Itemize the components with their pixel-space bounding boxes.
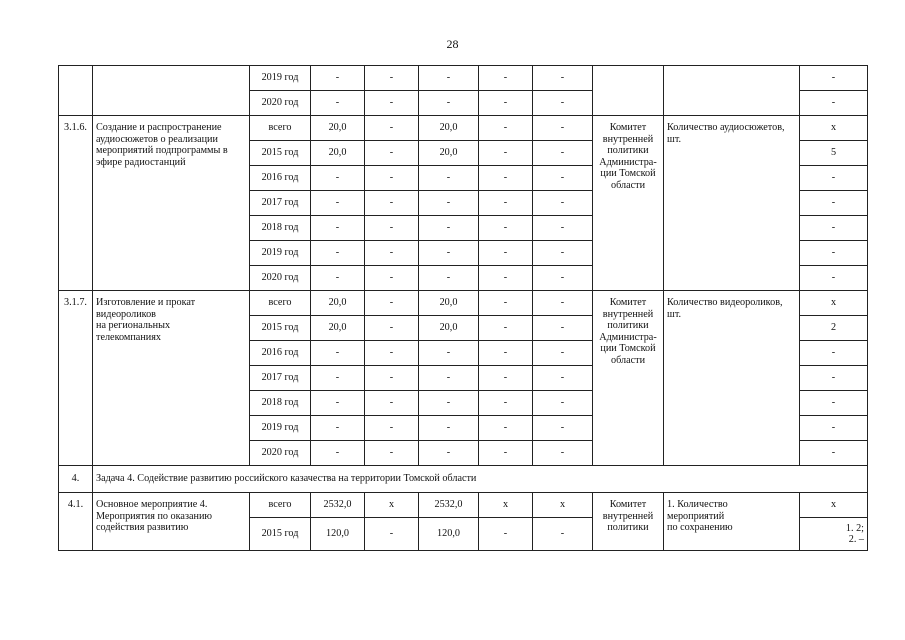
period-cell: 2015 год	[250, 316, 311, 341]
indicator-name: Количество видеороликов, шт.	[664, 291, 800, 466]
period-cell: всего	[250, 493, 311, 518]
period-cell: всего	[250, 291, 311, 316]
period-cell: 2019 год	[250, 241, 311, 266]
value-cell: -	[479, 518, 533, 551]
value-cell: -	[365, 116, 419, 141]
value-cell: -	[533, 518, 593, 551]
value-cell: -	[419, 216, 479, 241]
value-cell: -	[533, 266, 593, 291]
period-cell: 2020 год	[250, 91, 311, 116]
indicator-name: Количество аудиосюжетов, шт.	[664, 116, 800, 291]
measure-name-cell	[93, 66, 250, 116]
value-cell: -	[365, 166, 419, 191]
indicator-value-cell: -	[800, 391, 868, 416]
value-cell: -	[533, 191, 593, 216]
value-cell: -	[533, 316, 593, 341]
measure-name: Создание и распространение аудиосюжетов о реализации мероприятий подпрограммы в эфире радиостанций	[93, 116, 250, 291]
period-cell: 2016 год	[250, 341, 311, 366]
indicator-value-cell: х	[800, 116, 868, 141]
indicator-value-cell: -	[800, 216, 868, 241]
task-number: 4.	[59, 466, 93, 493]
table-row	[59, 493, 868, 518]
period-cell: 2019 год	[250, 66, 311, 91]
value-cell: -	[419, 441, 479, 466]
value-cell: -	[365, 416, 419, 441]
value-cell: х	[533, 493, 593, 518]
period-cell: 2020 год	[250, 266, 311, 291]
value-cell: -	[419, 91, 479, 116]
value-cell: -	[311, 416, 365, 441]
executor: Комитет внутренней политики	[593, 493, 664, 551]
value-cell: -	[311, 166, 365, 191]
indicator-value-cell: -	[800, 91, 868, 116]
indicator-value-cell: 2	[800, 316, 868, 341]
period-cell: 2015 год	[250, 518, 311, 551]
value-cell: -	[533, 141, 593, 166]
value-cell: -	[479, 366, 533, 391]
indicator-value-cell: х	[800, 291, 868, 316]
indicator-value-cell: -	[800, 416, 868, 441]
indicator-value-cell: -	[800, 366, 868, 391]
value-cell: -	[479, 441, 533, 466]
value-cell: -	[365, 216, 419, 241]
indicator-value-cell: -	[800, 241, 868, 266]
value-cell: -	[365, 241, 419, 266]
value-cell: -	[311, 441, 365, 466]
table-row	[59, 116, 868, 141]
value-cell: -	[419, 166, 479, 191]
indicator-value-cell: -	[800, 191, 868, 216]
indicator-cell	[664, 66, 800, 116]
value-cell: -	[365, 341, 419, 366]
value-cell: 20,0	[311, 116, 365, 141]
value-cell: -	[365, 316, 419, 341]
value-cell: -	[365, 266, 419, 291]
value-cell: х	[479, 493, 533, 518]
indicator-value-cell: -	[800, 166, 868, 191]
value-cell: -	[419, 416, 479, 441]
value-cell: -	[479, 141, 533, 166]
measure-number: 3.1.7.	[59, 291, 93, 466]
value-cell: -	[533, 291, 593, 316]
value-cell: 20,0	[311, 291, 365, 316]
value-cell: -	[365, 191, 419, 216]
measure-number: 3.1.6.	[59, 116, 93, 291]
period-cell: 2018 год	[250, 216, 311, 241]
value-cell: -	[479, 91, 533, 116]
value-cell: 20,0	[419, 291, 479, 316]
value-cell: -	[479, 291, 533, 316]
value-cell: -	[311, 366, 365, 391]
value-cell: -	[479, 191, 533, 216]
measure-name: Основное мероприятие 4. Мероприятия по оказанию содействия развитию	[93, 493, 250, 551]
value-cell: -	[311, 341, 365, 366]
value-cell: -	[365, 366, 419, 391]
value-cell: 120,0	[311, 518, 365, 551]
value-cell: х	[365, 493, 419, 518]
value-cell: 20,0	[311, 141, 365, 166]
value-cell: -	[479, 66, 533, 91]
value-cell: -	[365, 441, 419, 466]
period-cell: всего	[250, 116, 311, 141]
period-cell: 2020 год	[250, 441, 311, 466]
value-cell: 20,0	[419, 316, 479, 341]
value-cell: -	[479, 316, 533, 341]
indicator-value-cell: х	[800, 493, 868, 518]
period-cell: 2017 год	[250, 366, 311, 391]
value-cell: -	[419, 366, 479, 391]
value-cell: -	[479, 216, 533, 241]
value-cell: -	[479, 341, 533, 366]
value-cell: -	[311, 191, 365, 216]
indicator-value-cell: 5	[800, 141, 868, 166]
task-row	[59, 466, 868, 493]
value-cell: -	[419, 391, 479, 416]
value-cell: -	[365, 66, 419, 91]
table-row	[59, 291, 868, 316]
period-cell: 2018 год	[250, 391, 311, 416]
value-cell: 20,0	[311, 316, 365, 341]
value-cell: -	[419, 241, 479, 266]
indicator-value-cell: -	[800, 341, 868, 366]
program-activities-table	[58, 65, 868, 551]
value-cell: -	[533, 216, 593, 241]
indicator-name: 1. Количество мероприятий по сохранению	[664, 493, 800, 551]
num-cell	[59, 66, 93, 116]
period-cell: 2017 год	[250, 191, 311, 216]
value-cell: -	[311, 241, 365, 266]
value-cell: -	[533, 416, 593, 441]
executor: Комитет внутренней политики Администра- ции Томской области	[593, 291, 664, 466]
table-body	[59, 66, 868, 551]
period-cell: 2015 год	[250, 141, 311, 166]
value-cell: -	[419, 266, 479, 291]
value-cell: -	[419, 341, 479, 366]
executor-cell	[593, 66, 664, 116]
value-cell: -	[533, 166, 593, 191]
value-cell: -	[533, 241, 593, 266]
value-cell: -	[479, 116, 533, 141]
value-cell: -	[533, 66, 593, 91]
value-cell: -	[479, 166, 533, 191]
value-cell: -	[479, 266, 533, 291]
value-cell: -	[365, 291, 419, 316]
value-cell: -	[311, 66, 365, 91]
executor: Комитет внутренней политики Администра- ции Томской области	[593, 116, 664, 291]
measure-number: 4.1.	[59, 493, 93, 551]
page-number: 28	[446, 37, 459, 51]
value-cell: 2532,0	[311, 493, 365, 518]
value-cell: -	[365, 141, 419, 166]
value-cell: -	[533, 341, 593, 366]
table-row	[59, 66, 868, 91]
value-cell: -	[419, 66, 479, 91]
value-cell: -	[479, 391, 533, 416]
value-cell: -	[365, 91, 419, 116]
measure-name: Изготовление и прокат видеороликов на региональных телекомпаниях	[93, 291, 250, 466]
value-cell: -	[311, 216, 365, 241]
indicator-value-cell: -	[800, 441, 868, 466]
value-cell: -	[533, 91, 593, 116]
period-cell: 2019 год	[250, 416, 311, 441]
value-cell: -	[533, 441, 593, 466]
value-cell: -	[419, 191, 479, 216]
value-cell: -	[365, 391, 419, 416]
indicator-value-cell: -	[800, 266, 868, 291]
value-cell: -	[533, 391, 593, 416]
value-cell: 120,0	[419, 518, 479, 551]
value-cell: -	[365, 518, 419, 551]
value-cell: 20,0	[419, 141, 479, 166]
value-cell: -	[533, 366, 593, 391]
value-cell: 20,0	[419, 116, 479, 141]
indicator-value-cell: -	[800, 66, 868, 91]
task-title: Задача 4. Содействие развитию российского казачества на территории Томской области	[93, 466, 868, 493]
value-cell: -	[311, 391, 365, 416]
period-cell: 2016 год	[250, 166, 311, 191]
value-cell: -	[533, 116, 593, 141]
value-cell: -	[479, 416, 533, 441]
value-cell: -	[311, 91, 365, 116]
indicator-value-cell: 1. 2; 2. –	[800, 518, 868, 551]
value-cell: -	[479, 241, 533, 266]
value-cell: -	[311, 266, 365, 291]
value-cell: 2532,0	[419, 493, 479, 518]
